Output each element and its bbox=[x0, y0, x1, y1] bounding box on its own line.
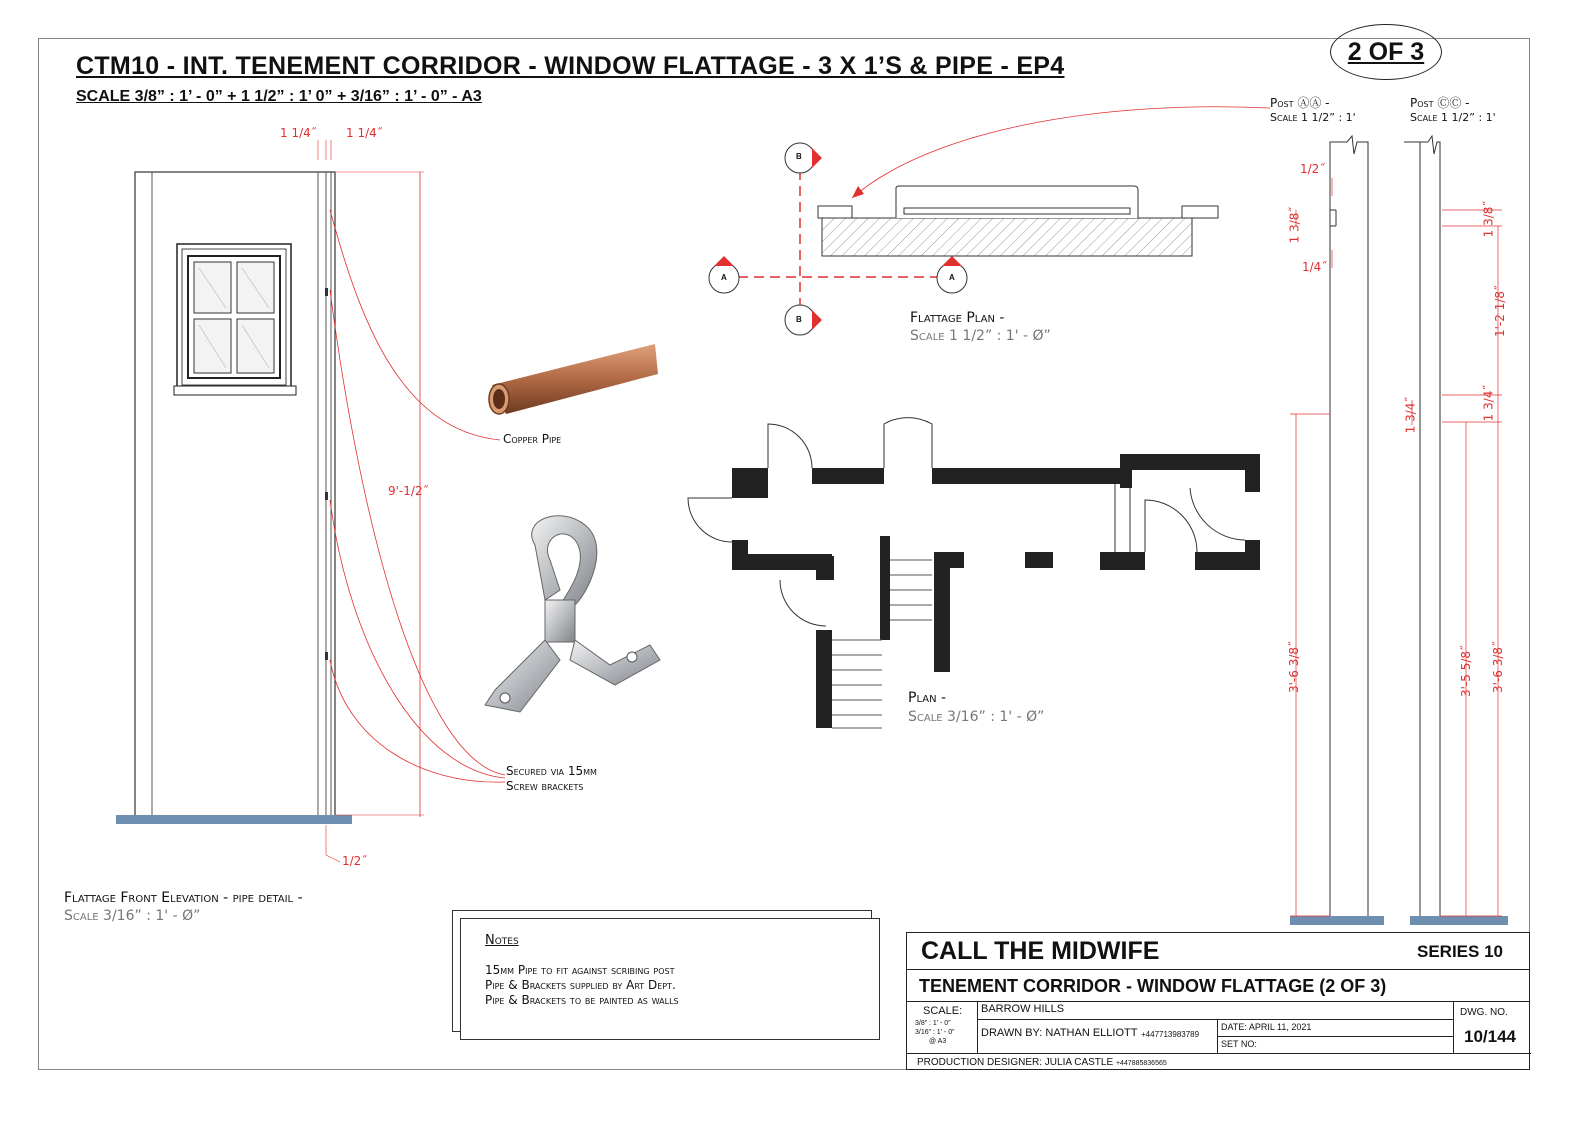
tb-studio-cell bbox=[977, 1001, 1453, 1020]
post-cc-label: Post ⒸⒸ - bbox=[1410, 96, 1470, 110]
flattage-plan-caption: Flattage Plan - bbox=[910, 310, 1005, 326]
notes-heading: Notes bbox=[485, 933, 519, 948]
cc-dim-2: 1 3/4˝ bbox=[1481, 384, 1496, 422]
tb-dwg-no: 10/144 bbox=[1464, 1027, 1516, 1046]
tb-scale-line-1: 3/8” : 1’ - 0” bbox=[915, 1020, 951, 1027]
note-line-3: Pipe & Brackets to be painted as walls bbox=[485, 993, 679, 1007]
notes-box bbox=[460, 918, 880, 1040]
dim-right-width: 1 1/4˝ bbox=[346, 126, 383, 140]
tb-studio: BARROW HILLS bbox=[981, 1003, 1065, 1015]
tb-dwg-cell bbox=[1453, 1001, 1532, 1053]
tb-scale-line-3: @ A3 bbox=[929, 1038, 947, 1045]
bracket-label-1: Secured via 15mm bbox=[506, 764, 597, 778]
cc-dim-1: 1'-2 1/8˝ bbox=[1493, 284, 1508, 338]
bracket-label-2: Screw brackets bbox=[506, 779, 584, 793]
tb-scale-cell bbox=[907, 1001, 978, 1053]
plan-caption: Plan - bbox=[908, 690, 947, 706]
elevation-caption: Flattage Front Elevation - pipe detail - bbox=[64, 890, 303, 906]
series-label: SERIES 10 bbox=[1417, 942, 1503, 961]
copper-pipe-label: Copper Pipe bbox=[503, 432, 562, 446]
front-elevation bbox=[116, 140, 505, 862]
tb-row-title bbox=[907, 969, 1529, 1002]
drawing-sheet-title: TENEMENT CORRIDOR - WINDOW FLATTAGE (2 OF 3) bbox=[919, 976, 1387, 996]
tb-date: DATE: APRIL 11, 2021 bbox=[1221, 1022, 1312, 1032]
aa-dim-4: 3'-6 3/8˝ bbox=[1287, 640, 1302, 694]
cc-dim-3: 3'-5 5/8˝ bbox=[1459, 644, 1474, 698]
tb-row-show bbox=[907, 933, 1529, 970]
tb-dwg-label: DWG. NO. bbox=[1460, 1007, 1508, 1018]
title-block bbox=[906, 932, 1530, 1070]
post-sections bbox=[1290, 136, 1508, 925]
tb-scale-line-2: 3/16” : 1’ - 0” bbox=[915, 1029, 955, 1036]
floor-plan bbox=[688, 418, 1260, 728]
tb-drawn-by: DRAWN BY: NATHAN ELLIOTT bbox=[981, 1027, 1138, 1039]
sheet-number-text: 2 OF 3 bbox=[1347, 38, 1425, 66]
copper-pipe-image bbox=[489, 344, 658, 414]
post-aa-scale: Scale 1 1/2” : 1' bbox=[1270, 111, 1356, 124]
drawing-title: CTM10 - INT. TENEMENT CORRIDOR - WINDOW FLATTAGE - 3 X 1’S & PIPE - EP4 bbox=[76, 52, 1065, 80]
tb-set-no: SET NO: bbox=[1221, 1039, 1257, 1049]
aa-dim-1: 1 3/8˝ bbox=[1287, 206, 1302, 244]
marker-a-right: A bbox=[949, 273, 955, 282]
aa-dim-0: 1/2˝ bbox=[1300, 162, 1326, 176]
flattage-plan-scale: Scale 1 1/2” : 1' - Ø” bbox=[910, 328, 1051, 344]
marker-a-left: A bbox=[721, 273, 727, 282]
tb-designer-phone: +447885836565 bbox=[1115, 1060, 1167, 1067]
tb-date-cell bbox=[1217, 1019, 1453, 1037]
marker-b-top: B bbox=[796, 152, 802, 161]
flattage-plan bbox=[709, 107, 1270, 335]
dim-left-width: 1 1/4˝ bbox=[280, 126, 317, 140]
dim-height: 9'-1/2˝ bbox=[388, 484, 429, 498]
dim-bottom: 1/2˝ bbox=[342, 854, 368, 868]
show-title: CALL THE MIDWIFE bbox=[921, 937, 1160, 965]
note-line-1: 15mm Pipe to fit against scribing post bbox=[485, 963, 675, 977]
elevation-scale: Scale 3/16” : 1' - Ø” bbox=[64, 908, 201, 924]
window bbox=[174, 244, 296, 395]
tb-drawn-cell bbox=[977, 1019, 1218, 1053]
tb-setno-cell bbox=[1217, 1036, 1453, 1053]
tb-drawn-phone: +447713983789 bbox=[1141, 1030, 1200, 1039]
cc-dim-4: 3'-6 3/8˝ bbox=[1491, 640, 1506, 694]
plan-scale: Scale 3/16” : 1' - Ø” bbox=[908, 709, 1045, 725]
pipe-bracket-image bbox=[485, 516, 660, 712]
tb-scale-label: SCALE: bbox=[923, 1005, 963, 1017]
post-aa-label: Post ⒶⒶ - bbox=[1270, 96, 1330, 110]
tb-divider bbox=[907, 1053, 1531, 1054]
aa-dim-3: 1 3/4˝ bbox=[1403, 396, 1418, 434]
post-cc-scale: Scale 1 1/2” : 1' bbox=[1410, 111, 1496, 124]
tb-designer-cell bbox=[917, 1057, 1167, 1068]
aa-dim-2: 1/4˝ bbox=[1302, 260, 1328, 274]
tb-designer: PRODUCTION DESIGNER: JULIA CASTLE bbox=[917, 1057, 1114, 1068]
note-line-2: Pipe & Brackets supplied by Art Dept. bbox=[485, 978, 676, 992]
cc-dim-0: 1 3/8˝ bbox=[1481, 200, 1496, 238]
drawing-scale: SCALE 3/8” : 1’ - 0” + 1 1/2” : 1’ 0” + 3/16” : 1’ - 0” - A3 bbox=[76, 88, 482, 105]
marker-b-bottom: B bbox=[796, 315, 802, 324]
